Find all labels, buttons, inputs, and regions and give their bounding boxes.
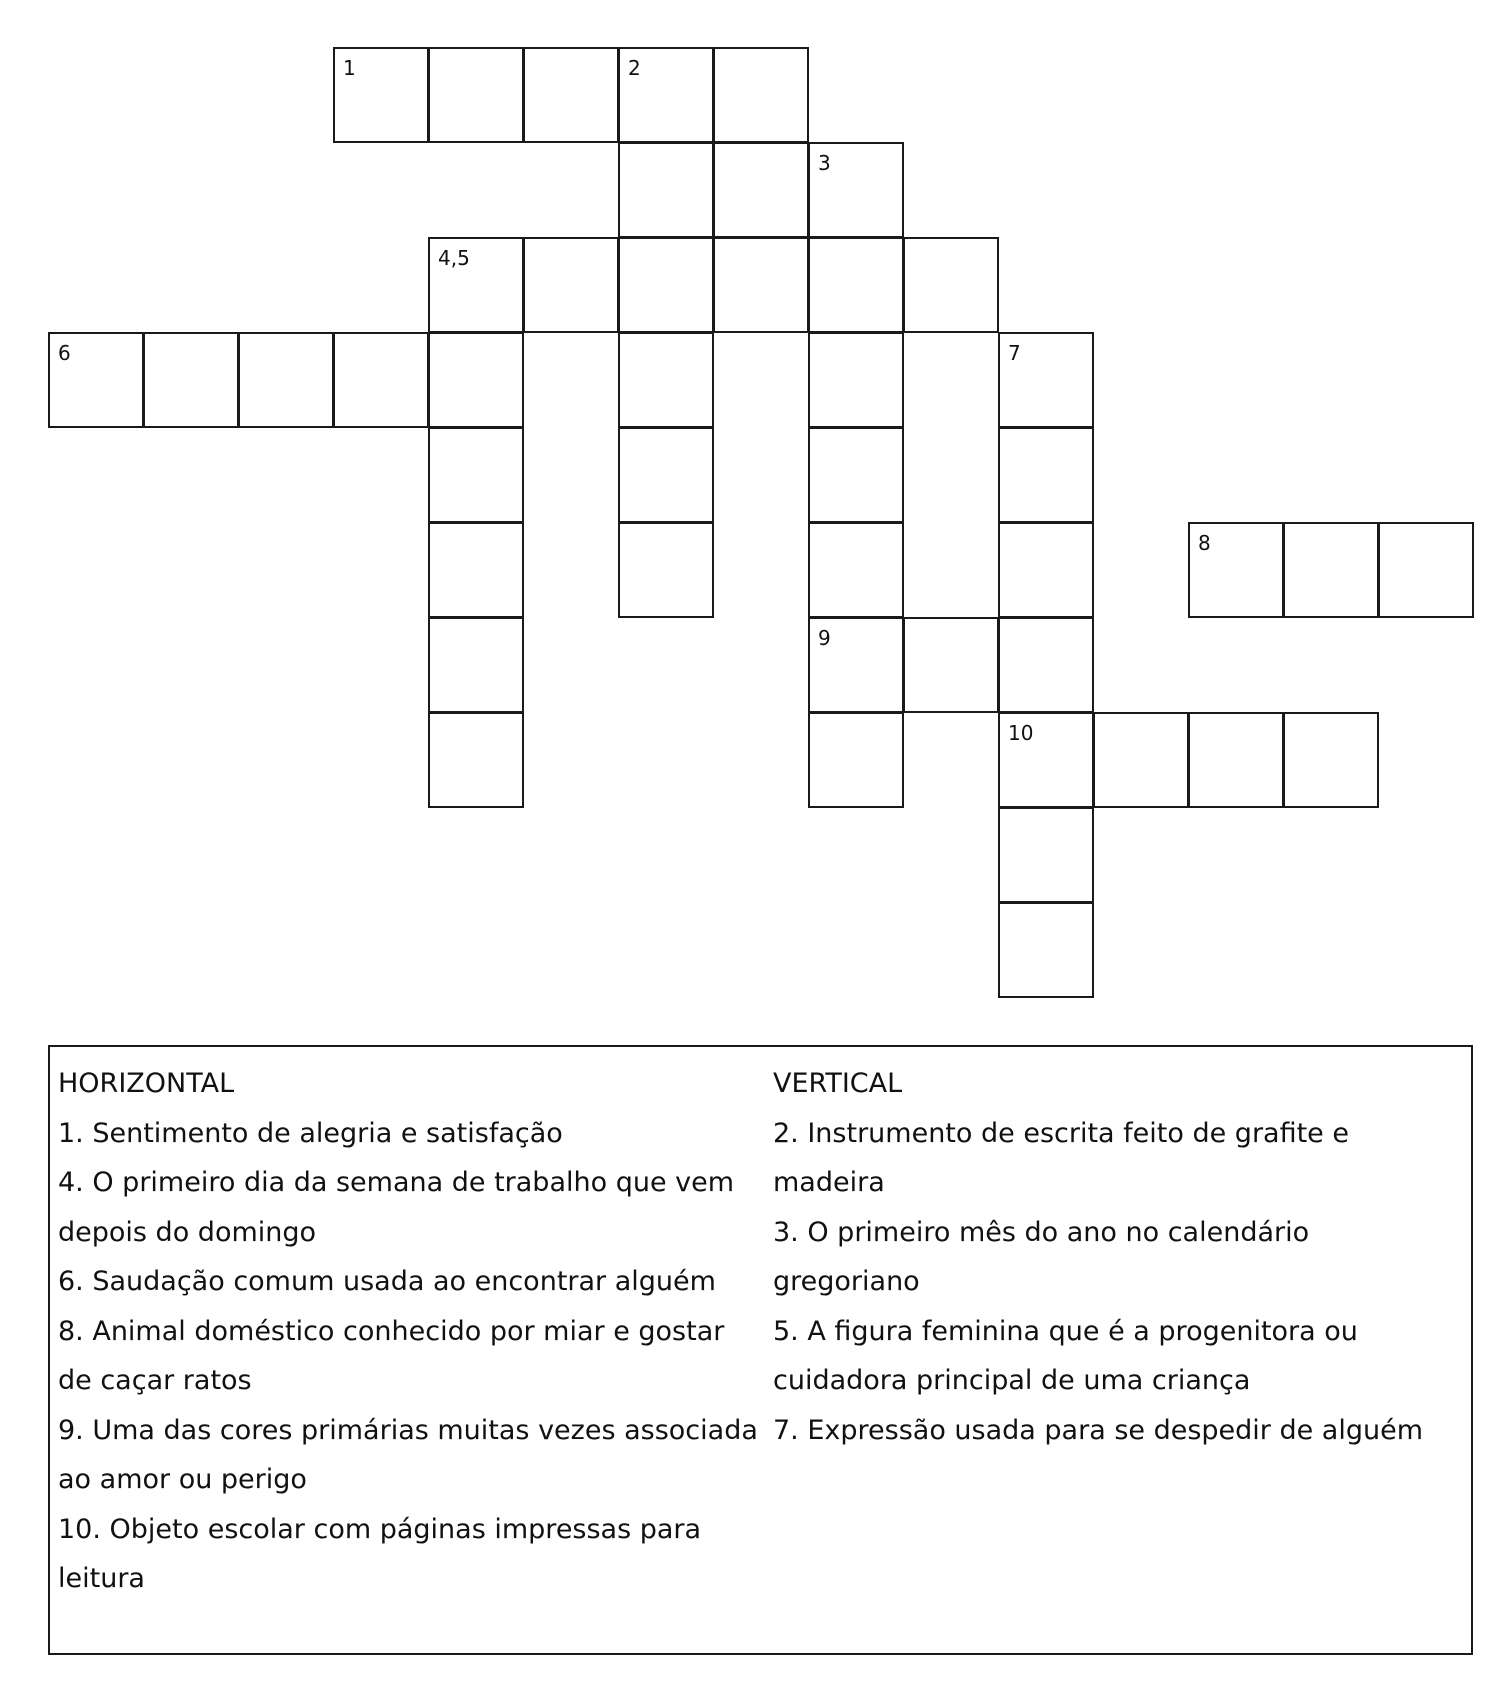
crossword-cell[interactable]	[998, 807, 1094, 903]
crossword-cell[interactable]	[48, 332, 144, 428]
crossword-cell[interactable]	[713, 237, 809, 333]
crossword-cell[interactable]	[998, 332, 1094, 428]
horizontal-clue-8: 8. Animal doméstico conhecido por miar e gostar de caçar ratos	[58, 1315, 725, 1396]
horizontal-clue-6: 6. Saudação comum usada ao encontrar alguém	[58, 1266, 716, 1297]
vertical-clues	[773, 1059, 1463, 1455]
crossword-cell[interactable]	[428, 332, 524, 428]
clue-number: 8	[1198, 531, 1211, 555]
vertical-clue-list	[773, 1109, 1463, 1456]
crossword-cell[interactable]	[428, 522, 524, 618]
crossword-cell[interactable]	[808, 522, 904, 618]
horizontal-clue-4: 4. O primeiro dia da semana de trabalho que vem depois do domingo	[58, 1167, 735, 1248]
crossword-cell[interactable]	[808, 237, 904, 333]
crossword-cell[interactable]	[808, 712, 904, 808]
crossword-cell[interactable]	[1283, 712, 1379, 808]
horizontal-clue-1: 1. Sentimento de alegria e satisfação	[58, 1117, 563, 1149]
clue-number: 6	[58, 341, 71, 365]
horizontal-heading: HORIZONTAL	[58, 1068, 235, 1099]
crossword-cell[interactable]	[903, 237, 999, 333]
horizontal-clue-9: 9. Uma das cores primárias muitas vezes associada ao amor ou perigo	[58, 1414, 758, 1495]
clue-number: 9	[818, 626, 831, 650]
crossword-cell[interactable]	[143, 332, 239, 428]
vertical-clue-3: 3. O primeiro mês do ano no calendário gregoriano	[773, 1216, 1310, 1297]
crossword-cell[interactable]	[618, 47, 714, 143]
clue-number: 7	[1008, 341, 1021, 365]
crossword-cell[interactable]	[1378, 522, 1474, 618]
crossword-cell[interactable]	[428, 237, 524, 333]
horizontal-clue-10: 10. Objeto escolar com páginas impressas para leitura	[58, 1513, 702, 1594]
crossword-cell[interactable]	[333, 47, 429, 143]
crossword-cell[interactable]	[808, 427, 904, 523]
horizontal-clues	[58, 1059, 758, 1604]
crossword-cell[interactable]	[618, 237, 714, 333]
crossword-cell[interactable]	[428, 427, 524, 523]
crossword-cell[interactable]	[333, 332, 429, 428]
crossword-cell[interactable]	[428, 47, 524, 143]
clue-number: 3	[818, 151, 831, 175]
crossword-cell[interactable]	[1188, 522, 1284, 618]
horizontal-clue-list	[58, 1109, 758, 1604]
crossword-cell[interactable]	[1283, 522, 1379, 618]
crossword-cell[interactable]	[618, 427, 714, 523]
crossword-cell[interactable]	[713, 47, 809, 143]
crossword-cell[interactable]	[1188, 712, 1284, 808]
crossword-cell[interactable]	[998, 427, 1094, 523]
crossword-cell[interactable]	[903, 617, 999, 713]
crossword-cell[interactable]	[618, 332, 714, 428]
crossword-cell[interactable]	[238, 332, 334, 428]
clue-number: 4,5	[438, 246, 470, 270]
crossword-cell[interactable]	[998, 712, 1094, 808]
clue-number: 10	[1008, 721, 1034, 745]
crossword-cell[interactable]	[808, 142, 904, 238]
crossword-cell[interactable]	[523, 47, 619, 143]
crossword-cell[interactable]	[808, 617, 904, 713]
crossword-cell[interactable]	[523, 237, 619, 333]
clues-box	[48, 1045, 1473, 1655]
crossword-cell[interactable]	[713, 142, 809, 238]
crossword-cell[interactable]	[618, 142, 714, 238]
crossword-cell[interactable]	[618, 522, 714, 618]
vertical-clue-2: 2. Instrumento de escrita feito de grafite e madeira	[773, 1117, 1349, 1198]
crossword-cell[interactable]	[808, 332, 904, 428]
crossword-cell[interactable]	[998, 902, 1094, 998]
crossword-cell[interactable]	[428, 617, 524, 713]
clue-number: 1	[343, 56, 356, 80]
vertical-heading: VERTICAL	[773, 1068, 903, 1099]
clue-number: 2	[628, 56, 641, 80]
vertical-clue-7: 7. Expressão usada para se despedir de alguém	[773, 1414, 1424, 1446]
crossword-cell[interactable]	[1093, 712, 1189, 808]
vertical-clue-5: 5. A figura feminina que é a progenitora ou cuidadora principal de uma criança	[773, 1315, 1358, 1396]
crossword-cell[interactable]	[998, 617, 1094, 713]
crossword-cell[interactable]	[428, 712, 524, 808]
crossword-cell[interactable]	[998, 522, 1094, 618]
